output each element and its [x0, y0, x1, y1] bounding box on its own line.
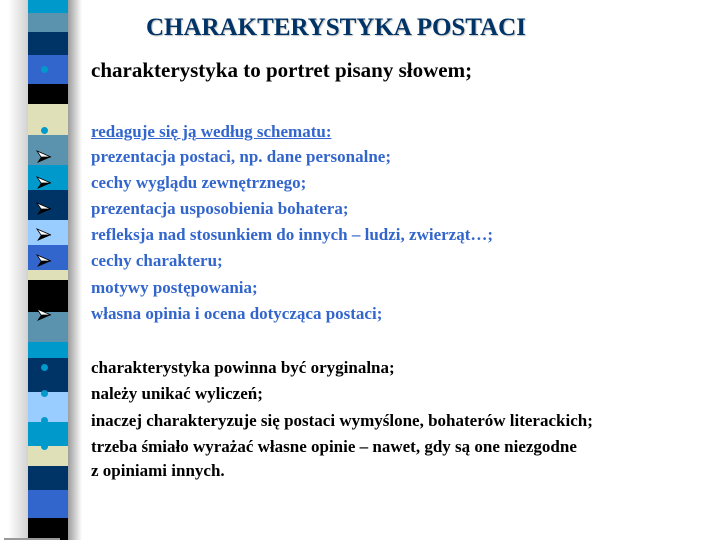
strip-band	[28, 32, 68, 56]
strip-band	[28, 342, 68, 359]
strip-shadow-right	[66, 0, 82, 540]
dot-bullet-icon	[36, 390, 52, 397]
schema-item-relations: refleksja nad stosunkiem do innych – ludzi, zwierząt…;	[91, 225, 494, 244]
strip-band	[28, 84, 68, 105]
dot-bullet-icon	[36, 443, 52, 450]
schema-item-appearance: cechy wyglądu zewnętrznego;	[91, 173, 307, 192]
bullet-text-express-opinions: trzeba śmiało wyrażać własne opinie – nawet, gdy są one niezgodne	[91, 437, 577, 456]
dot-bullet-icon	[36, 127, 52, 134]
arrow-bullet-icon	[36, 308, 52, 327]
strip-band	[28, 518, 68, 540]
strip-band	[28, 490, 68, 519]
schema-item-personal-data: prezentacja postaci, np. dane personalne;	[91, 147, 392, 166]
arrow-bullet-icon	[36, 202, 52, 221]
bullet-text-originality: charakterystyka powinna być oryginalna;	[91, 358, 395, 377]
bullet-text-schema-heading: redaguje się ją według schematu:	[91, 122, 332, 141]
dot-bullet-icon	[36, 417, 52, 424]
bullet-text-avoid-lists: należy unikać wyliczeń;	[91, 384, 263, 403]
schema-item-character-traits: cechy charakteru;	[91, 251, 223, 270]
strip-shadow-left	[8, 0, 30, 540]
dot-bullet-icon	[36, 66, 52, 73]
schema-item-disposition: prezentacja usposobienia bohatera;	[91, 199, 349, 218]
schema-item-motives: motywy postępowania;	[91, 278, 258, 297]
arrow-bullet-icon	[36, 150, 52, 169]
arrow-bullet-icon	[36, 176, 52, 195]
strip-band	[28, 0, 68, 14]
bullet-text-fictional-characters: inaczej charakteryzuje się postaci wymyślone, bohaterów literackich;	[91, 411, 593, 430]
arrow-bullet-icon	[36, 228, 52, 247]
schema-item-own-opinion: własna opinia i ocena dotycząca postaci;	[91, 304, 383, 323]
strip-band	[28, 466, 68, 491]
slide-title: CHARAKTERYSTYKA POSTACI	[146, 14, 526, 41]
arrow-bullet-icon	[36, 254, 52, 273]
bullet-text-definition: charakterystyka to portret pisany słowem;	[91, 58, 473, 82]
dot-bullet-icon	[36, 364, 52, 371]
bullet-text-express-opinions-cont: z opiniami innych.	[91, 461, 225, 480]
strip-band	[28, 13, 68, 33]
